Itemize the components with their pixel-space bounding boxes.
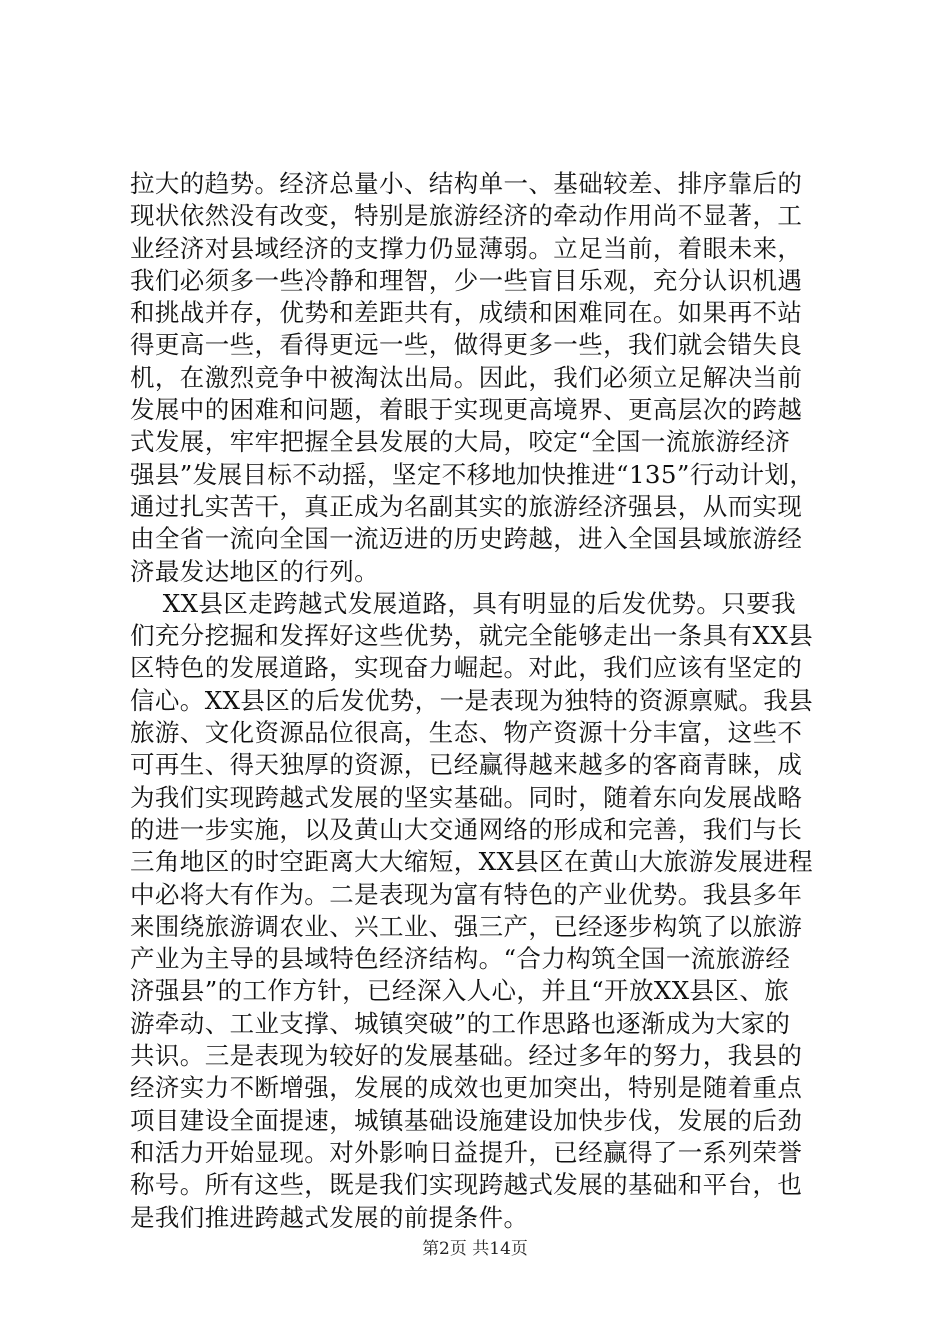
text-line: 是我们推进跨越式发展的前提条件。 bbox=[130, 1202, 529, 1232]
text-line: 信心。XX县区的后发优势，一是表现为独特的资源禀赋。我县 bbox=[130, 685, 814, 715]
text-line: 由全省一流向全国一流迈进的历史跨越，进入全国县域旅游经 bbox=[130, 524, 803, 554]
document-body bbox=[130, 168, 830, 1234]
text-line: 通过扎实苦干，真正成为名副其实的旅游经济强县，从而实现 bbox=[130, 491, 803, 521]
text-line: 经济实力不断增强，发展的成效也更加突出，特别是随着重点 bbox=[130, 1073, 803, 1103]
text-line: 我们必须多一些冷静和理智，少一些盲目乐观，充分认识机遇 bbox=[130, 265, 803, 295]
text-line: 旅游、文化资源品位很高，生态、物产资源十分丰富，这些不 bbox=[130, 718, 803, 748]
text-line: 发展中的困难和问题，着眼于实现更高境界、更高层次的跨越 bbox=[130, 395, 803, 425]
text-line: 的进一步实施，以及黄山大交通网络的形成和完善，我们与长 bbox=[130, 814, 803, 844]
text-line: 和挑战并存，优势和差距共有，成绩和困难同在。如果再不站 bbox=[130, 298, 803, 328]
text-line: 机，在激烈竞争中被淘汰出局。因此，我们必须立足解决当前 bbox=[130, 362, 803, 392]
text-line: 们充分挖掘和发挥好这些优势，就完全能够走出一条具有XX县 bbox=[130, 621, 814, 651]
text-line: 得更高一些，看得更远一些，做得更多一些，我们就会错失良 bbox=[130, 330, 803, 360]
text-line: 可再生、得天独厚的资源，已经赢得越来越多的客商青睐，成 bbox=[130, 750, 803, 780]
text-line: 区特色的发展道路，实现奋力崛起。对此，我们应该有坚定的 bbox=[130, 653, 803, 683]
text-line: 济最发达地区的行列。 bbox=[130, 556, 379, 586]
text-line: 济强县”的工作方针，已经深入人心，并且“开放XX县区、旅 bbox=[130, 976, 790, 1006]
text-line: 和活力开始显现。对外影响日益提升，已经赢得了一系列荣誉 bbox=[130, 1137, 803, 1167]
text-line: 业经济对县域经济的支撑力仍显薄弱。立足当前，着眼未来， bbox=[130, 233, 803, 263]
text-line: 中必将大有作为。二是表现为富有特色的产业优势。我县多年 bbox=[130, 879, 803, 909]
text-line: 游牵动、工业支撑、城镇突破”的工作思路也逐渐成为大家的 bbox=[130, 1008, 791, 1038]
text-line: 项目建设全面提速，城镇基础设施建设加快步伐，发展的后劲 bbox=[130, 1105, 803, 1135]
text-line: 式发展，牢牢把握全县发展的大局，咬定“全国一流旅游经济 bbox=[130, 427, 791, 457]
text-line: 强县”发展目标不动摇，坚定不移地加快推进“135”行动计划， bbox=[130, 459, 815, 489]
text-line: 三角地区的时空距离大大缩短，XX县区在黄山大旅游发展进程 bbox=[130, 847, 814, 877]
text-line: 为我们实现跨越式发展的坚实基础。同时，随着东向发展战略 bbox=[130, 782, 803, 812]
text-line: 共识。三是表现为较好的发展基础。经过多年的努力，我县的 bbox=[130, 1041, 803, 1071]
text-line: 现状依然没有改变，特别是旅游经济的牵动作用尚不显著，工 bbox=[130, 201, 803, 231]
text-line: 拉大的趋势。经济总量小、结构单一、基础较差、排序靠后的 bbox=[130, 169, 803, 198]
text-line: 来围绕旅游调农业、兴工业、强三产，已经逐步构筑了以旅游 bbox=[130, 911, 803, 941]
text-line: XX县区走跨越式发展道路，具有明显的后发优势。只要我 bbox=[130, 588, 797, 618]
text-line: 称号。所有这些，既是我们实现跨越式发展的基础和平台，也 bbox=[130, 1170, 803, 1200]
page-number-footer: 第2页 共14页 bbox=[422, 1239, 528, 1259]
text-line: 产业为主导的县域特色经济结构。“合力构筑全国一流旅游经 bbox=[130, 944, 791, 974]
